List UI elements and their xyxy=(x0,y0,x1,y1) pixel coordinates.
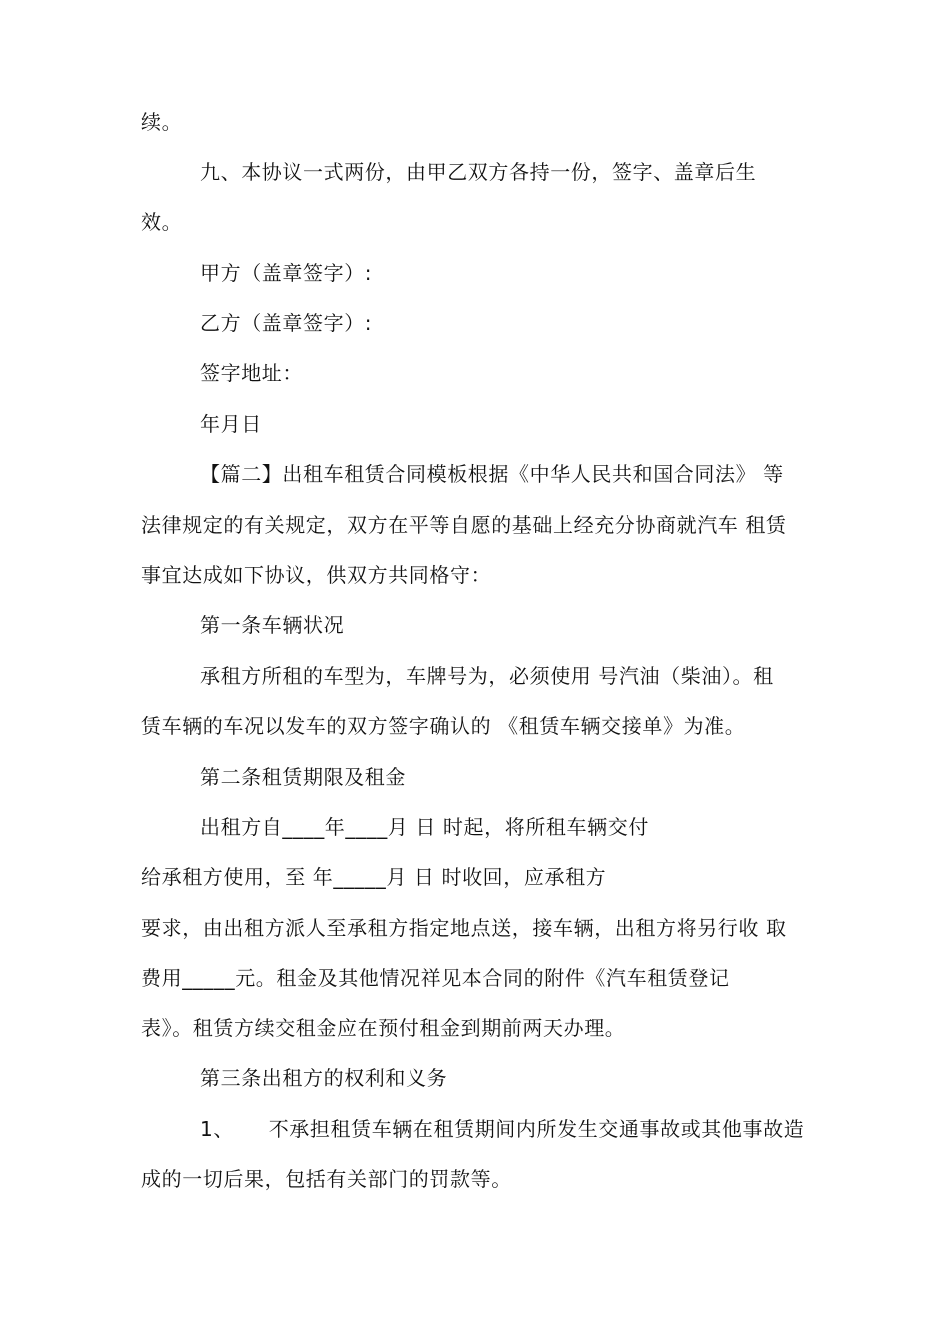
text-line: 费用_____元。租金及其他情况祥见本合同的附件《汽车租赁登记 xyxy=(141,966,730,990)
signing-address: 签字地址： xyxy=(200,361,303,385)
party-a-signature: 甲方（盖章签字）: xyxy=(200,261,373,285)
text-line: 表》。租赁方续交租金应在预付租金到期前两天办理。 xyxy=(141,1016,626,1040)
article-heading: 第三条出租方的权利和义务 xyxy=(200,1066,448,1090)
list-item: 1、 不承担租赁车辆在租赁期间内所发生交通事故或其他事故造 xyxy=(200,1117,805,1141)
text-line: 法律规定的有关规定，双方在平等自愿的基础上经充分协商就汽车 租赁 xyxy=(141,513,787,537)
text-line: 事宜达成如下协议，供双方共同格守： xyxy=(141,563,492,587)
section-heading: 【篇二】出租车租赁合同模板根据《中华人民共和国合同法》 等 xyxy=(200,462,784,486)
text-line: 成的一切后果，包括有关部门的罚款等。 xyxy=(141,1167,512,1191)
text-line: 九、本协议一式两份，由甲乙双方各持一份，签字、盖章后生 xyxy=(200,160,757,184)
text-line: 承租方所租的车型为，车牌号为，必须使用 号汽油（柴油）。租 xyxy=(200,664,774,688)
article-heading: 第一条车辆状况 xyxy=(200,613,345,637)
text-line: 效。 xyxy=(141,210,183,234)
text-line: 赁车辆的车况以发车的双方签字确认的 《租赁车辆交接单》为准。 xyxy=(141,714,746,738)
article-heading: 第二条租赁期限及租金 xyxy=(200,765,406,789)
text-line: 要求，由出租方派人至承租方指定地点送，接车辆，出租方将另行收 取 xyxy=(141,916,787,940)
text-line: 给承租方使用，至 年_____月 日 时收回，应承租方 xyxy=(141,865,607,889)
text-line: 出租方自____年____月 日 时起，将所租车辆交付 xyxy=(200,815,649,839)
party-b-signature: 乙方（盖章签字）: xyxy=(200,311,373,335)
text-line: 续。 xyxy=(141,110,183,134)
signing-date: 年月日 xyxy=(200,412,262,436)
